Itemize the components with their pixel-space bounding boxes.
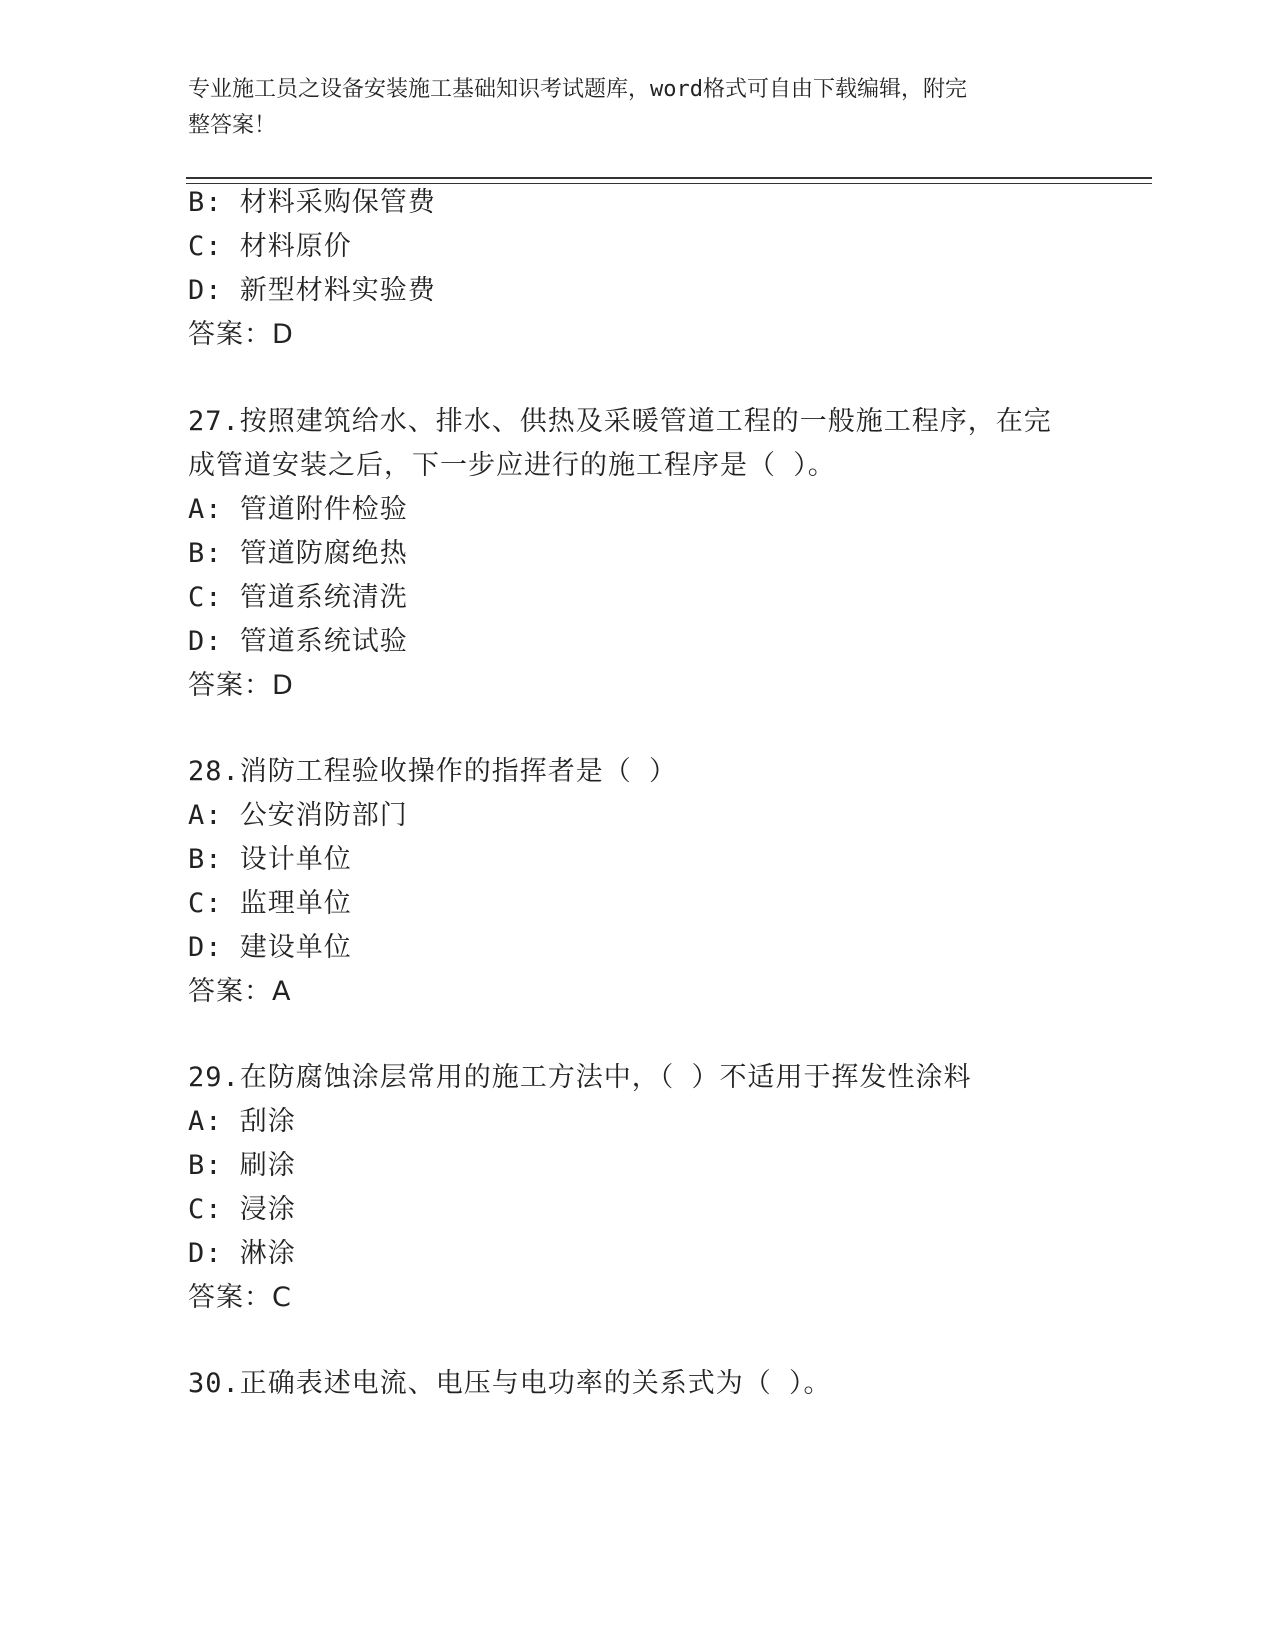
option-a: A: 公安消防部门	[188, 800, 408, 831]
option-d: D: 管道系统试验	[188, 626, 408, 657]
header-line-1: 专业施工员之设备安装施工基础知识考试题库，word格式可自由下载编辑，附完	[188, 77, 967, 102]
option-c: C: 管道系统清洗	[188, 582, 408, 613]
option-a: A: 管道附件检验	[188, 494, 408, 525]
option-c: C: 材料原价	[188, 231, 352, 262]
question-28: 28.消防工程验收操作的指挥者是（ ）	[188, 756, 678, 787]
answer: 答案：D	[188, 670, 294, 701]
option-d: D: 新型材料实验费	[188, 275, 436, 306]
answer: 答案：C	[188, 1282, 292, 1313]
question-27-line-1: 27.按照建筑给水、排水、供热及采暖管道工程的一般施工程序，在完	[188, 406, 1052, 437]
question-29: 29.在防腐蚀涂层常用的施工方法中，（ ）不适用于挥发性涂料	[188, 1062, 972, 1093]
option-c: C: 浸涂	[188, 1194, 296, 1225]
header-divider-thin	[186, 183, 1152, 184]
header-line-2: 整答案！	[188, 113, 277, 138]
answer: 答案：D	[188, 319, 294, 350]
document-header	[188, 72, 1088, 144]
option-d: D: 淋涂	[188, 1238, 296, 1269]
option-d: D: 建设单位	[188, 932, 352, 963]
option-b: B: 设计单位	[188, 844, 352, 875]
answer: 答案：A	[188, 976, 292, 1007]
question-30: 30.正确表述电流、电压与电功率的关系式为（ ）。	[188, 1368, 832, 1399]
question-27-line-2: 成管道安装之后，下一步应进行的施工程序是（ ）。	[188, 450, 836, 481]
header-divider-thick	[186, 177, 1152, 179]
option-b: B: 管道防腐绝热	[188, 538, 408, 569]
option-b: B: 材料采购保管费	[188, 187, 436, 218]
option-c: C: 监理单位	[188, 888, 352, 919]
option-a: A: 刮涂	[188, 1106, 296, 1137]
option-b: B: 刷涂	[188, 1150, 296, 1181]
